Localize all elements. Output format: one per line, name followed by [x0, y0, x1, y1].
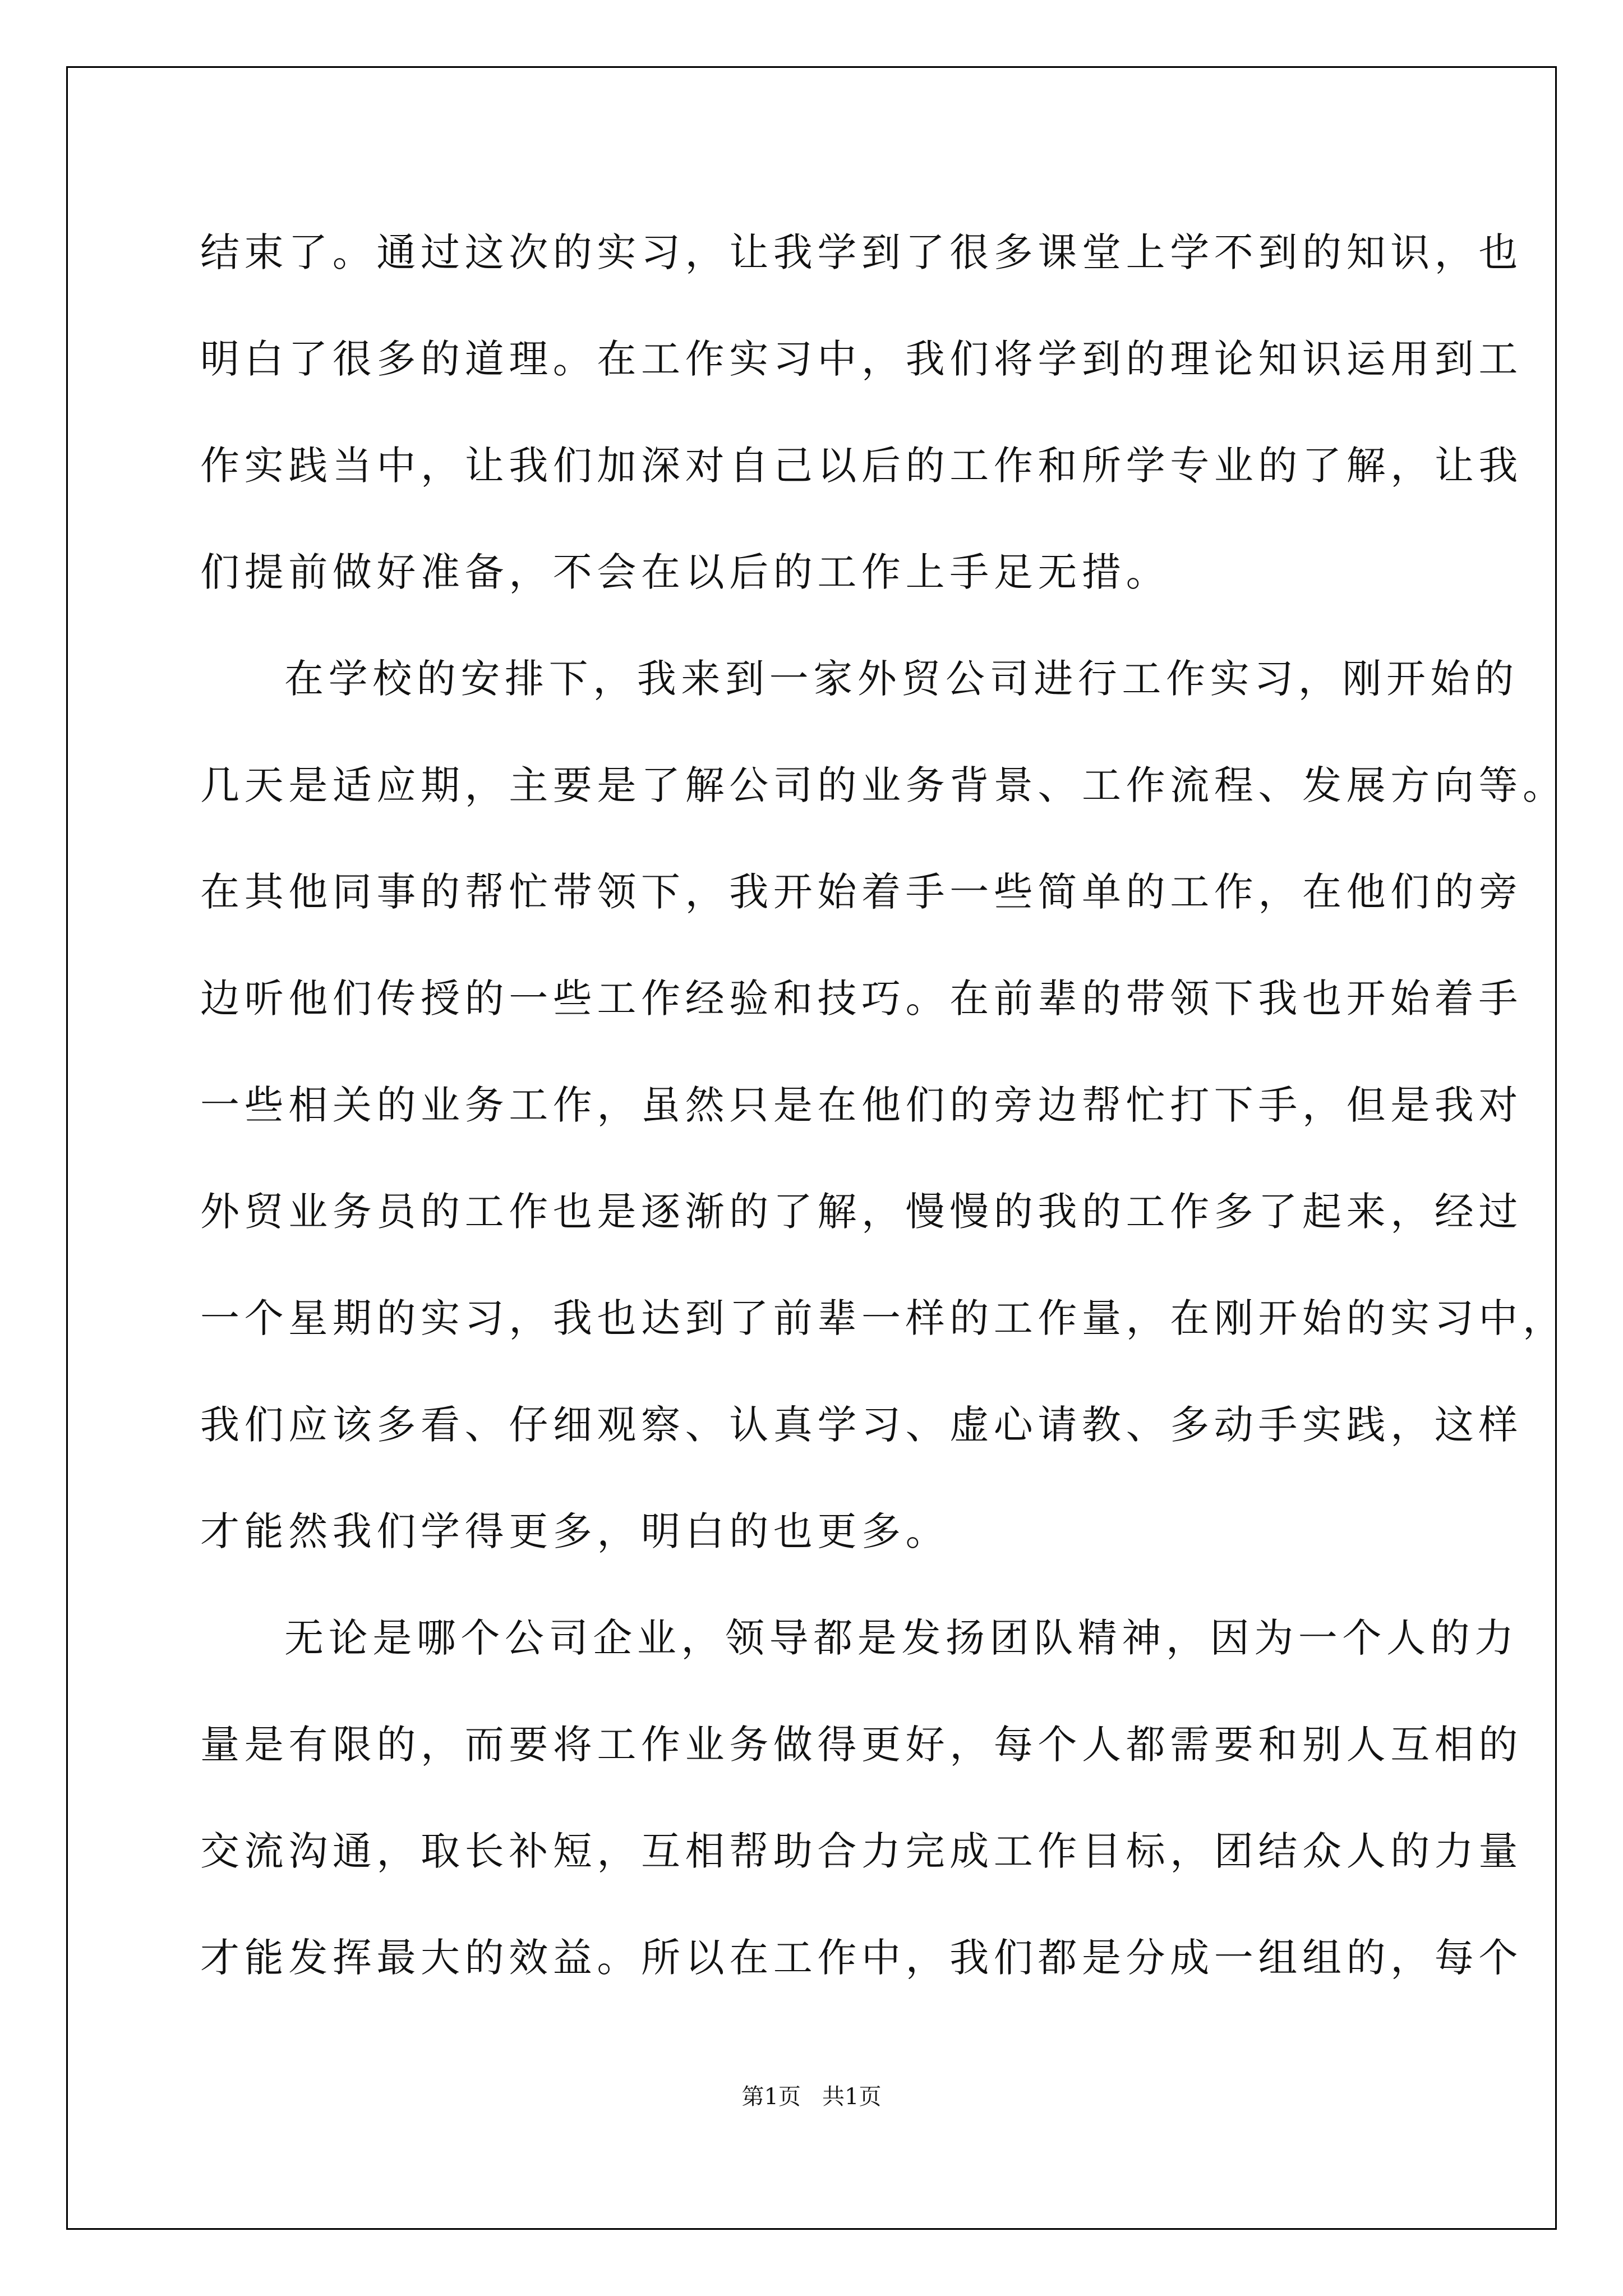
text-line: 明白了很多的道理。在工作实习中，我们将学到的理论知识运用到工: [200, 336, 1523, 382]
text-line: 无论是哪个公司企业，领导都是发扬团队精神，因为一个人的力: [284, 1615, 1519, 1661]
text-line: 一些相关的业务工作，虽然只是在他们的旁边帮忙打下手，但是我对: [200, 1082, 1523, 1128]
page-number: 第1页 共1页: [741, 2084, 882, 2110]
document-body: [200, 199, 1567, 2011]
text-line: 我们应该多看、仔细观察、认真学习、虚心请教、多动手实践，这样: [200, 1402, 1523, 1448]
paragraph-2: [200, 625, 1567, 1585]
text-line: 才能发挥最大的效益。所以在工作中，我们都是分成一组组的，每个: [200, 1935, 1523, 1981]
text-line: 几天是适应期，主要是了解公司的业务背景、工作流程、发展方向等。: [200, 762, 1567, 808]
text-line: 外贸业务员的工作也是逐渐的了解，慢慢的我的工作多了起来，经过: [200, 1189, 1523, 1235]
text-line: 量是有限的，而要将工作业务做得更好，每个人都需要和别人互相的: [200, 1722, 1523, 1768]
text-line: 一个星期的实习，我也达到了前辈一样的工作量，在刚开始的实习中，: [200, 1295, 1567, 1341]
page-footer: [0, 2080, 1623, 2114]
text-line: 结束了。通过这次的实习，让我学到了很多课堂上学不到的知识，也: [200, 229, 1523, 275]
text-line: 在学校的安排下，我来到一家外贸公司进行工作实习，刚开始的: [284, 656, 1519, 702]
text-line: 作实践当中，让我们加深对自己以后的工作和所学专业的了解，让我: [200, 443, 1523, 489]
paragraph-1: [200, 199, 1523, 625]
text-line: 在其他同事的帮忙带领下，我开始着手一些简单的工作，在他们的旁: [200, 869, 1523, 915]
text-line: 们提前做好准备，不会在以后的工作上手足无措。: [200, 549, 1170, 595]
text-line: 才能然我们学得更多，明白的也更多。: [200, 1508, 950, 1554]
text-line: 交流沟通，取长补短，互相帮助合力完成工作目标，团结众人的力量: [200, 1828, 1523, 1874]
text-line: 边听他们传授的一些工作经验和技巧。在前辈的带领下我也开始着手: [200, 976, 1523, 1022]
paragraph-3: [200, 1585, 1523, 2011]
